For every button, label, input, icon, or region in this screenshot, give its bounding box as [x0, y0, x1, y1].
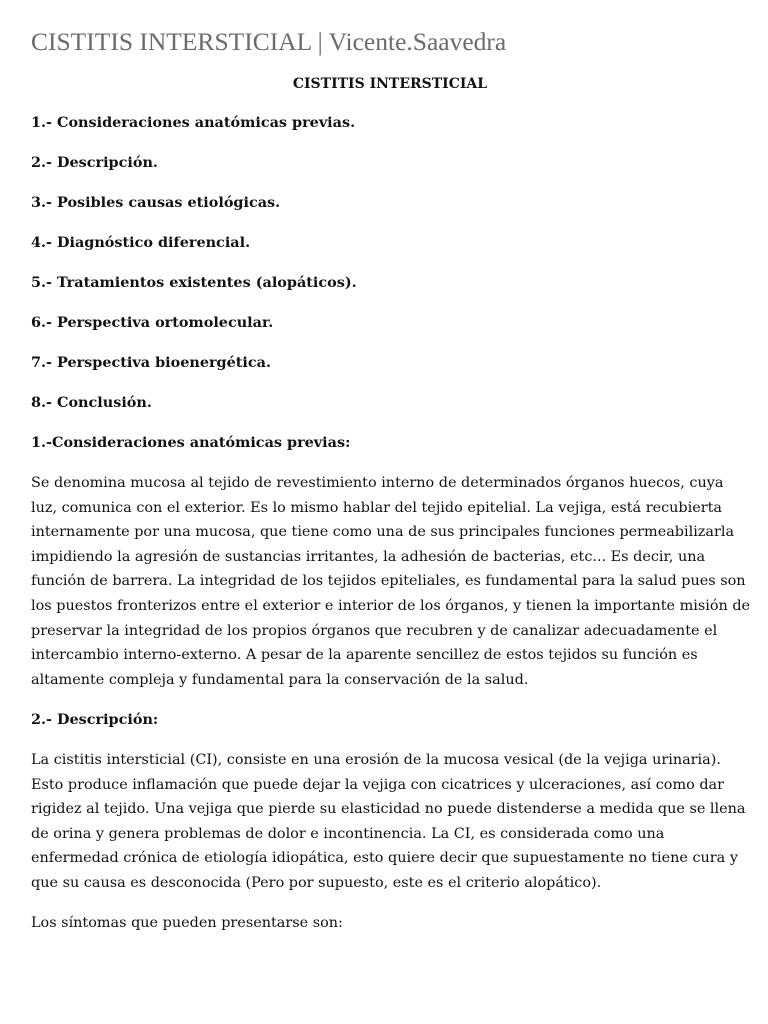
paragraph-line: rigidez al tejido. Una vejiga que pierde su elasticidad no puede distenderse a medida que se llena [31, 801, 746, 818]
document-title: CISTITIS INTERSTICIAL [292, 76, 488, 92]
paragraph-line: que su causa es desconocida (Pero por supuesto, este es el criterio alopático). [31, 874, 602, 891]
paragraph-line: preservar la integridad de los propios órganos que recubren y de canalizar adecuadamente el [31, 622, 718, 639]
toc-item: 5.- Tratamientos existentes (alopáticos). [31, 274, 357, 291]
paragraph-line: intercambio interno-externo. A pesar de la aparente sencillez de estos tejidos su función es [31, 647, 698, 664]
paragraph-symptoms-intro [31, 911, 747, 936]
toc-item: 8.- Conclusión. [31, 394, 152, 411]
paragraph-line: internamente por una mucosa, que tiene como una de sus principales funciones permeabilizarla [31, 524, 735, 541]
toc-item: 7.- Perspectiva bioenergética. [31, 354, 271, 371]
paragraph-line: función de barrera. La integridad de los tejidos epiteliales, es fundamental para la salud pues son [31, 573, 746, 590]
paragraph-line: Se denomina mucosa al tejido de revestimiento interno de determinados órganos huecos, cuya [31, 475, 724, 491]
paragraph-line: Los síntomas que pueden presentarse son: [31, 915, 343, 931]
paragraph-line: impidiendo la agresión de sustancias irritantes, la adhesión de bacterias, etc... Es decir, una [31, 548, 706, 565]
toc-item: 6.- Perspectiva ortomolecular. [31, 314, 274, 331]
page-header-title: CISTITIS INTERSTICIAL | Vicente.Saavedra [31, 27, 507, 56]
paragraph-line: los puestos fronterizos entre el exterior e interior de los órganos, y tienen la importante misión de [31, 597, 751, 614]
toc-item: 2.- Descripción. [31, 154, 158, 171]
paragraph-line: de orina y genera problemas de dolor e incontinencia. La CI, es considerada como una [31, 825, 665, 842]
paragraph-anatomy [31, 471, 751, 692]
paragraph-line: enfermedad crónica de etiología idiopática, esto quiere decir que supuestamente no tiene cura y [31, 850, 738, 867]
paragraph-description [31, 748, 747, 896]
paragraph-line: La cistitis intersticial (CI), consiste en una erosión de la mucosa vesical (de la vejiga urinaria). [31, 752, 721, 768]
toc-item: 4.- Diagnóstico diferencial. [31, 234, 251, 251]
paragraph-line: luz, comunica con el exterior. Es lo mismo hablar del tejido epitelial. La vejiga, está recubierta [31, 499, 723, 516]
section-heading-description: 2.- Descripción: [31, 711, 159, 728]
paragraph-line: altamente compleja y fundamental para la conservación de la salud. [31, 671, 529, 688]
paragraph-line: Esto produce inflamación que puede dejar la vejiga con cicatrices y ulceraciones, así como dar [31, 776, 725, 793]
toc-item: 1.- Consideraciones anatómicas previas. [31, 114, 356, 131]
section-heading-anatomy: 1.-Consideraciones anatómicas previas: [31, 434, 351, 451]
toc-item: 3.- Posibles causas etiológicas. [31, 194, 281, 211]
table-of-contents [31, 113, 751, 433]
